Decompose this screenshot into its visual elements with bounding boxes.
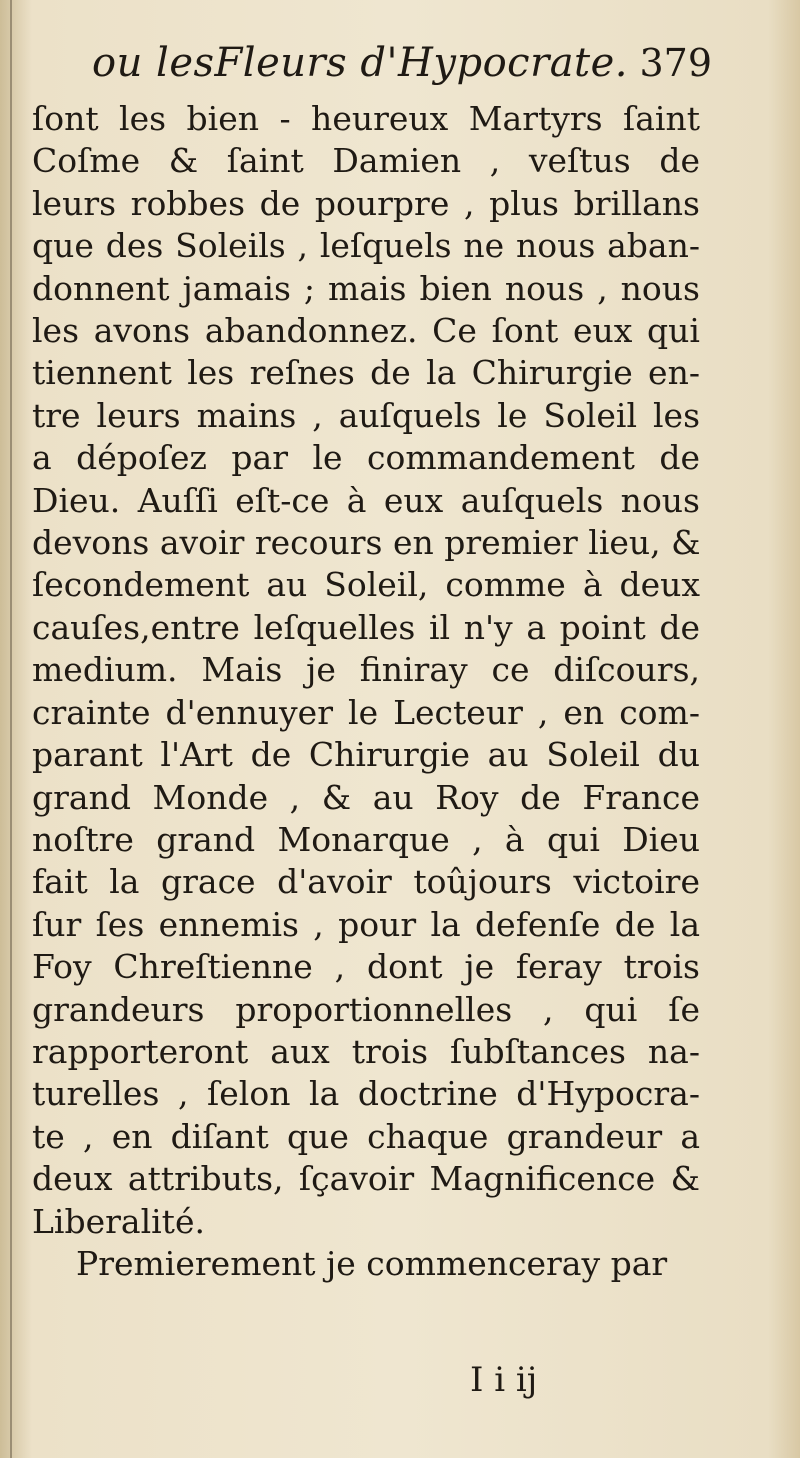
text-line: ſont les bien - heureux Martyrs ſaint [32, 99, 700, 138]
text-line: Dieu. Auſſi eſt-ce à eux auſquels nous [32, 480, 700, 520]
text-line: turelles , ſelon la doctrine d'Hypocra- [32, 1074, 700, 1114]
text-line: Premierement je commenceray par [76, 1243, 668, 1283]
page-number: 379 [639, 41, 712, 85]
signature-mark: I i ij [470, 1360, 538, 1400]
text-line: Liberalité. [32, 1201, 205, 1241]
text-line: leurs robbes de pourpre , plus brillans [32, 183, 700, 223]
text-line: a dépoſez par le commandement de [32, 438, 700, 478]
text-line: crainte d'ennuyer le Lecteur , en com- [32, 692, 700, 732]
page-header [92, 40, 712, 86]
text-line: grand Monde , & au Roy de France [32, 777, 700, 817]
text-line: fait la grace d'avoir toûjours victoire [32, 862, 700, 902]
running-title: ou lesFleurs d'Hypocrate. [92, 40, 628, 86]
text-line: deux attributs, ſçavoir Magnificence & [32, 1159, 700, 1199]
text-line: noſtre grand Monarque , à qui Dieu [32, 819, 700, 859]
text-line: ſur ſes ennemis , pour la defenſe de la [32, 904, 700, 944]
text-line: tre leurs mains , auſquels le Soleil les [32, 395, 700, 435]
text-line: devons avoir recours en premier lieu, & [32, 523, 701, 563]
text-line: ſecondement au Soleil, comme à deux [32, 565, 700, 605]
text-line: rapporteront aux trois ſubſtances na- [32, 1031, 700, 1071]
text-line: Coſme & ſaint Damien , veſtus de [32, 141, 700, 181]
text-line: medium. Mais je finiray ce diſcours, [32, 650, 700, 690]
text-line: les avons abandonnez. Ce ſont eux qui [32, 311, 700, 351]
text-line: parant l'Art de Chirurgie au Soleil du [32, 735, 700, 775]
text-line: cauſes,entre leſquelles il n'y a point de [32, 607, 700, 647]
text-line: tiennent les reſnes de la Chirurgie en- [32, 353, 700, 393]
text-line: Foy Chreſtienne , dont je feray trois [32, 947, 700, 987]
text-line: grandeurs proportionnelles , qui ſe [32, 989, 700, 1029]
text-line: que des Soleils , leſquels ne nous aban- [32, 226, 700, 266]
text-line: donnent jamais ; mais bien nous , nous [32, 268, 700, 308]
binding-gutter [10, 0, 12, 1458]
text-body [32, 98, 700, 1285]
text-line: te , en diſant que chaque grandeur a [32, 1116, 700, 1156]
